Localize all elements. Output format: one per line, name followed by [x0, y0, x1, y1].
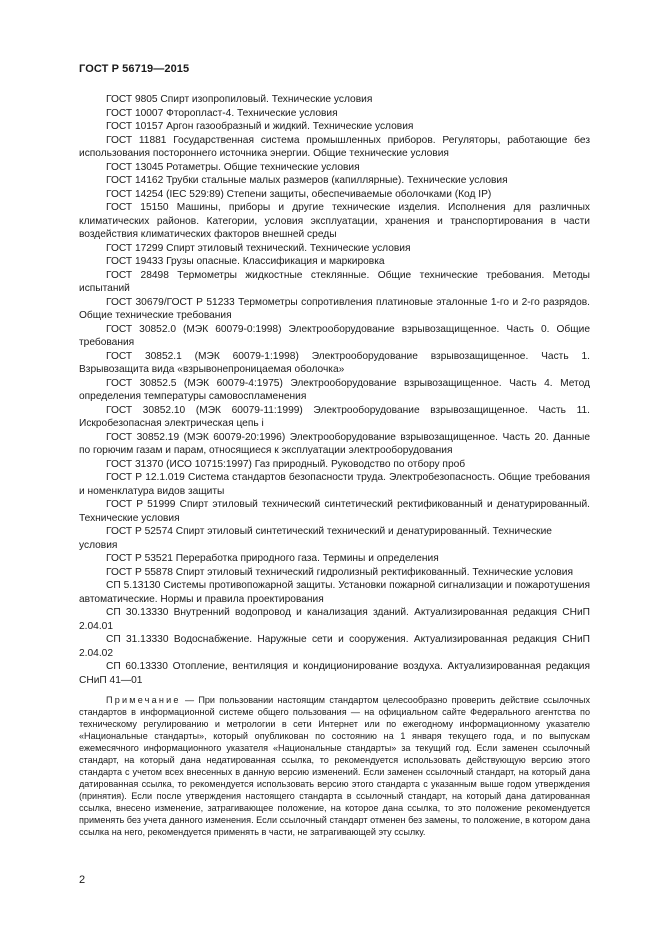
reference-item: ГОСТ 17299 Спирт этиловый технический. Технические условия: [106, 242, 411, 254]
reference-item: ГОСТ 30852.1 (МЭК 60079-1:1998) Электрооборудование взрывозащищенное. Часть 1. Взрывозащита вида «взрывонепроницаемая оболочка»: [79, 350, 590, 375]
reference-item: ГОСТ 10007 Фторопласт-4. Технические условия: [106, 107, 338, 119]
reference-item: ГОСТ 31370 (ИСО 10715:1997) Газ природный. Руководство по отбору проб: [106, 458, 466, 470]
reference-item: ГОСТ 30852.0 (МЭК 60079-0:1998) Электрооборудование взрывозащищенное. Часть 0. Общие требования: [79, 323, 590, 348]
reference-item: ГОСТ 30852.5 (МЭК 60079-4:1975) Электрооборудование взрывозащищенное. Часть 4. Метод определения температуры самовоспламенения: [79, 377, 590, 402]
reference-item: ГОСТ 9805 Спирт изопропиловый. Технические условия: [106, 94, 373, 105]
reference-item: ГОСТ Р 12.1.019 Система стандартов безопасности труда. Электробезопасность. Общие требования и номенклатура видов защиты: [79, 472, 590, 497]
reference-item: ГОСТ Р 51999 Спирт этиловый технический синтетический ректификованный и денатурированный. Технические условия: [79, 499, 590, 524]
note-label: Примечание: [106, 695, 181, 705]
reference-item: ГОСТ Р 55878 Спирт этиловый технический гидролизный ректификованный. Технические условия: [106, 566, 574, 578]
reference-item: СП 30.13330 Внутренний водопровод и канализация зданий. Актуализированная редакция СНиП 2.04.01: [79, 607, 590, 632]
references-list: [79, 93, 590, 838]
reference-item: СП 31.13330 Водоснабжение. Наружные сети и сооружения. Актуализированная редакция СНиП 2.04.02: [79, 634, 590, 659]
reference-item: ГОСТ 19433 Грузы опасные. Классификация и маркировка: [106, 256, 385, 267]
reference-item: ГОСТ 14162 Трубки стальные малых размеров (капиллярные). Технические условия: [106, 175, 508, 186]
note-text: — При пользовании настоящим стандартом целесообразно проверить действие ссылочных стандартов в информационной системе общего пользования — на официальном сайте Федерального агентства по техническому регулированию и метрологии в сети Интернет или по ежегодному информационному указателю «Национальные стандарты», который опубликован по состоянию на 1 января текущего года, и по выпускам ежемесячного информационного указателя «Национальные стандарты» за текущий год. Если заменен ссылочный стандарт, на который дана недатированная ссылка, то рекомендуется использовать действующую версию этого стандарта с учетом всех внесенных в данную версию изменений. Если заменен ссылочный стандарт, на который дана датированная ссылка, то рекомендуется использовать версию этого стандарта с указанным выше годом утверждения (принятия). Если после утверждения настоящего стандарта в ссылочный стандарт, на который дана датированная ссылка, внесено изменение, затрагивающее положение, на которое дана ссылка, то это положение рекомендуется применять без учета данного изменения. Если ссылочный стандарт отменен без замены, то положение, в котором дана ссылка на него, рекомендуется применять в части, не затрагивающей эту ссылку.: [79, 695, 590, 837]
reference-item: ГОСТ Р 52574 Спирт этиловый синтетический технический и денатурированный. Технические условия: [79, 526, 552, 551]
reference-item: СП 5.13130 Системы противопожарной защиты. Установки пожарной сигнализации и пожаротушения автоматические. Нормы и правила проектирования: [79, 580, 590, 605]
reference-item: ГОСТ 30852.19 (МЭК 60079-20:1996) Электрооборудование взрывозащищенное. Часть 20. Данные по горючим газам и парам, относящиеся к эксплуатации электрооборудования: [79, 431, 590, 456]
reference-item: ГОСТ Р 53521 Переработка природного газа. Термины и определения: [106, 553, 439, 564]
reference-item: ГОСТ 13045 Ротаметры. Общие технические условия: [106, 161, 360, 173]
reference-item: ГОСТ 15150 Машины, приборы и другие технические изделия. Исполнения для различных климатических районов. Категории, условия эксплуатации, хранения и транспортирования в части воздействия климатических факторов внешней среды: [79, 202, 590, 240]
reference-item: ГОСТ 10157 Аргон газообразный и жидкий. Технические условия: [106, 121, 414, 132]
reference-item: ГОСТ 30679/ГОСТ Р 51233 Термометры сопротивления платиновые эталонные 1-го и 2-го разрядов. Общие технические требования: [79, 296, 590, 321]
reference-item: СП 60.13330 Отопление, вентиляция и кондиционирование воздуха. Актуализированная редакция СНиП 41—01: [79, 661, 590, 686]
page-number: 2: [79, 874, 86, 886]
reference-item: ГОСТ 14254 (IEC 529:89) Степени защиты, обеспечиваемые оболочками (Код IP): [106, 188, 492, 200]
document-header: ГОСТ Р 56719—2015: [79, 63, 190, 75]
reference-item: ГОСТ 28498 Термометры жидкостные стеклянные. Общие технические требования. Методы испытаний: [79, 269, 590, 294]
reference-item: ГОСТ 30852.10 (МЭК 60079-11:1999) Электрооборудование взрывозащищенное. Часть 11. Искробезопасная электрическая цепь i: [79, 404, 590, 429]
reference-item: ГОСТ 11881 Государственная система промышленных приборов. Регуляторы, работающие без использования постороннего источника энергии. Общие технические условия: [79, 134, 590, 159]
note-paragraph: [79, 694, 590, 838]
